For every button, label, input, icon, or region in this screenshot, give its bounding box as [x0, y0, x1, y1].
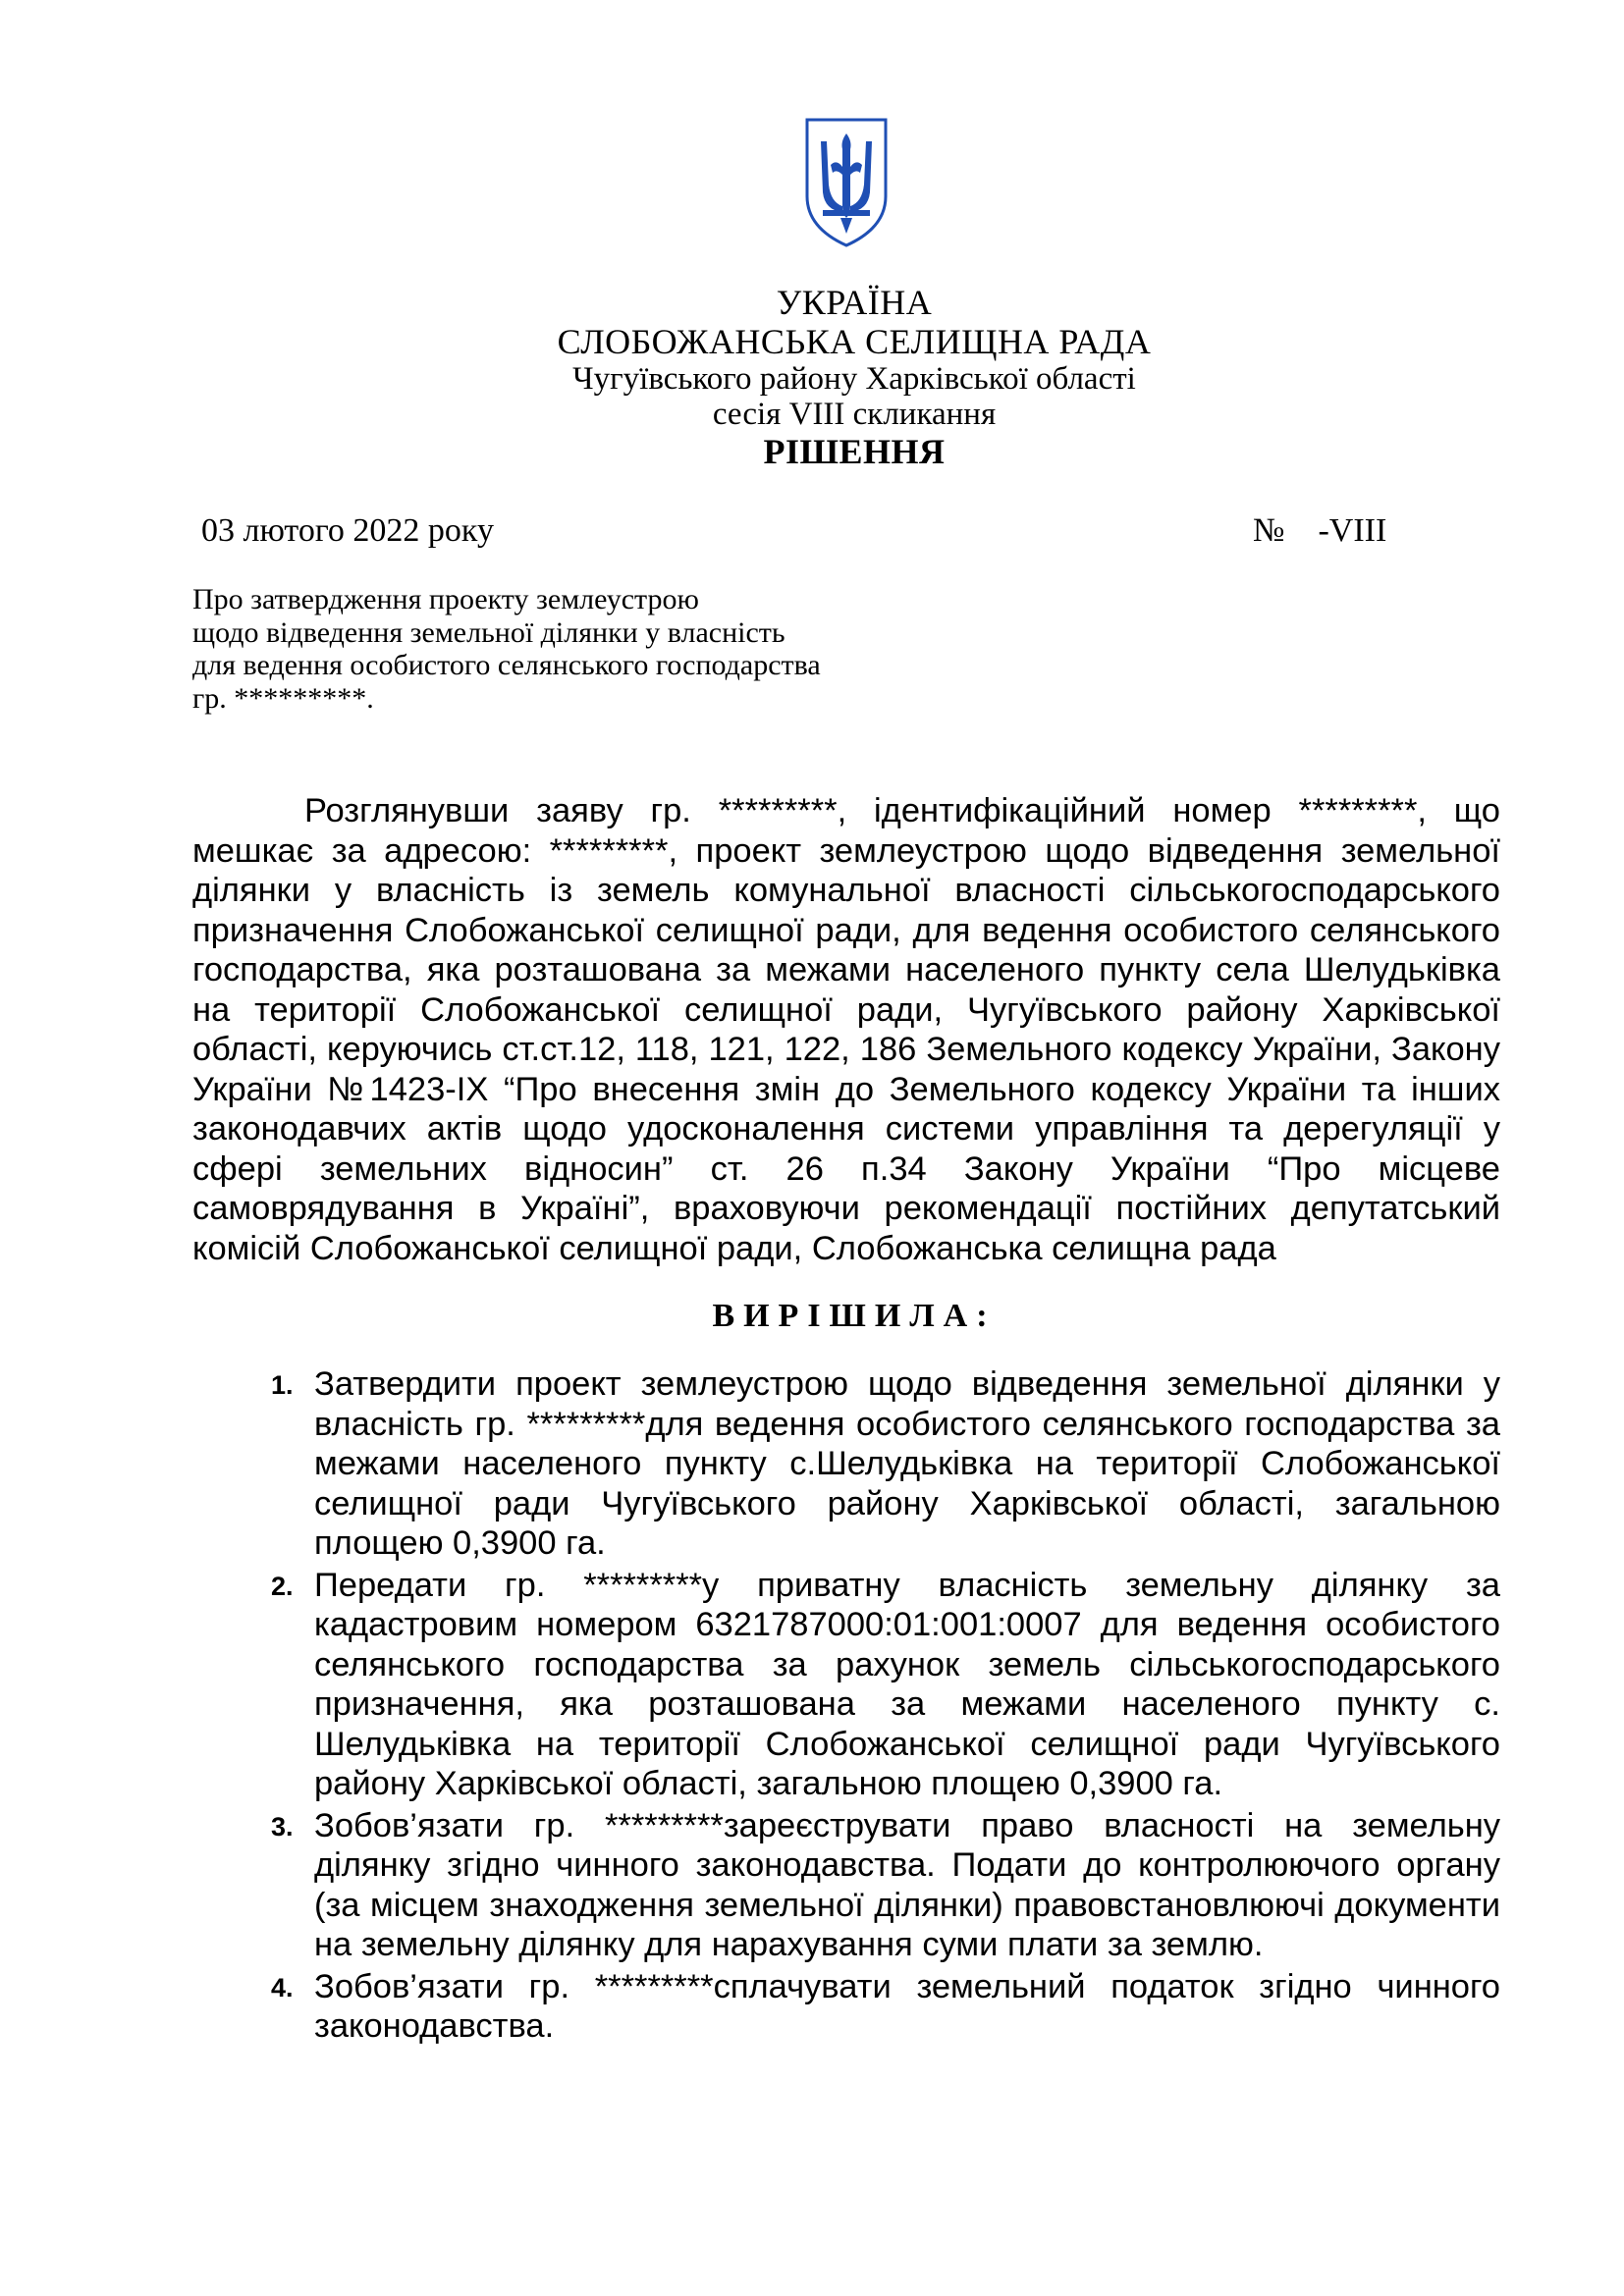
subject-line: Про затвердження проекту землеустрою — [192, 583, 699, 615]
preamble-text: Розглянувши заяву гр. *********, ідентифікаційний номер *********, що мешкає за адресою: *********, проект землеустрою щодо відведення земельної ділянки у власність із земель комунальної власності сільськогосподарського призначення Слобожанської селищної ради, для ведення особистого селянського господарства, яка розташована за межами населеного пункту села Шелудьківка на території Слобожанської селищної ради, Чугуївського району Харківської області, керуючись ст.ст.12, 118, 121, 122, 186 Земельного кодексу України, Закону України №1423-IX “Про внесення змін до Земельного кодексу України та інших законодавчих актів щодо удосконалення системи управління та дерегуляції у сфері земельних відносин” ст. 26 п.34 Закону України “Про місцеве самоврядування в Україні”, враховуючи рекомендації постійних депутатський комісій Слобожанської селищної ради, Слобожанська селищна рада — [192, 792, 1500, 1267]
subject-line: щодо відведення земельної ділянки у власність — [192, 615, 785, 649]
country-name: УКРАЇНА — [776, 283, 933, 322]
list-item-text: Затвердити проект землеустрою щодо відведення земельної ділянки у власність гр. *********для ведення особистого селянського господарства за межами населеного пункту с.Шелудьківка на території Слобожанської селищної ради Чугуївського району Харківської області, загальною площею 0,3900 га. — [314, 1365, 1500, 1562]
list-item-number: 4. — [271, 1972, 294, 2002]
decision-list — [263, 1364, 1500, 2049]
list-item-number: 1. — [271, 1370, 294, 1400]
list-item-number: 3. — [271, 1811, 294, 1842]
council-name: СЛОБОЖАНСЬКА СЕЛИЩНА РАДА — [557, 322, 1152, 361]
trident-emblem-icon — [801, 116, 892, 249]
list-item — [263, 1566, 1500, 1804]
list-item-text: Зобов’язати гр. *********сплачувати земельний податок згідно чинного законодавства. — [314, 1967, 1500, 2045]
list-item — [263, 1806, 1500, 1965]
subject-line: для ведення особистого селянського господарства — [192, 649, 821, 681]
session-name: сесія VIII скликання — [712, 397, 997, 432]
document-type: РІШЕННЯ — [763, 432, 946, 471]
list-item — [263, 1967, 1500, 2047]
document-number: № -VIII — [1253, 512, 1387, 549]
list-item-text: Передати гр. *********у приватну власність земельну ділянку за кадастровим номером 6321787000:01:001:0007 для ведення особистого селянського господарства за рахунок земель сільськогосподарського призначення, яка розташована за межами населеного пункту с. Шелудьківка на території Слобожанської селищної ради Чугуївського району Харківської області, загальною площею 0,3900 га. — [314, 1566, 1500, 1802]
document-date: 03 лютого 2022 року — [201, 512, 494, 549]
list-item — [263, 1364, 1500, 1564]
preamble-paragraph — [192, 791, 1500, 1268]
decision-heading: ВИРІШИЛА: — [712, 1298, 997, 1334]
subject-line: гр. *********. — [192, 681, 374, 715]
district-name: Чугуївського району Харківської області — [572, 361, 1136, 397]
document-subject — [192, 583, 899, 715]
list-item-number: 2. — [271, 1571, 294, 1601]
list-item-text: Зобов’язати гр. *********зареєструвати право власності на земельну ділянку згідно чинного законодавства. Подати до контролюючого органу (за місцем знаходження земельної ділянки) правовстановлюючі документи на земельну ділянку для нарахування суми плати за землю. — [314, 1806, 1500, 1963]
document-header — [0, 283, 1624, 471]
